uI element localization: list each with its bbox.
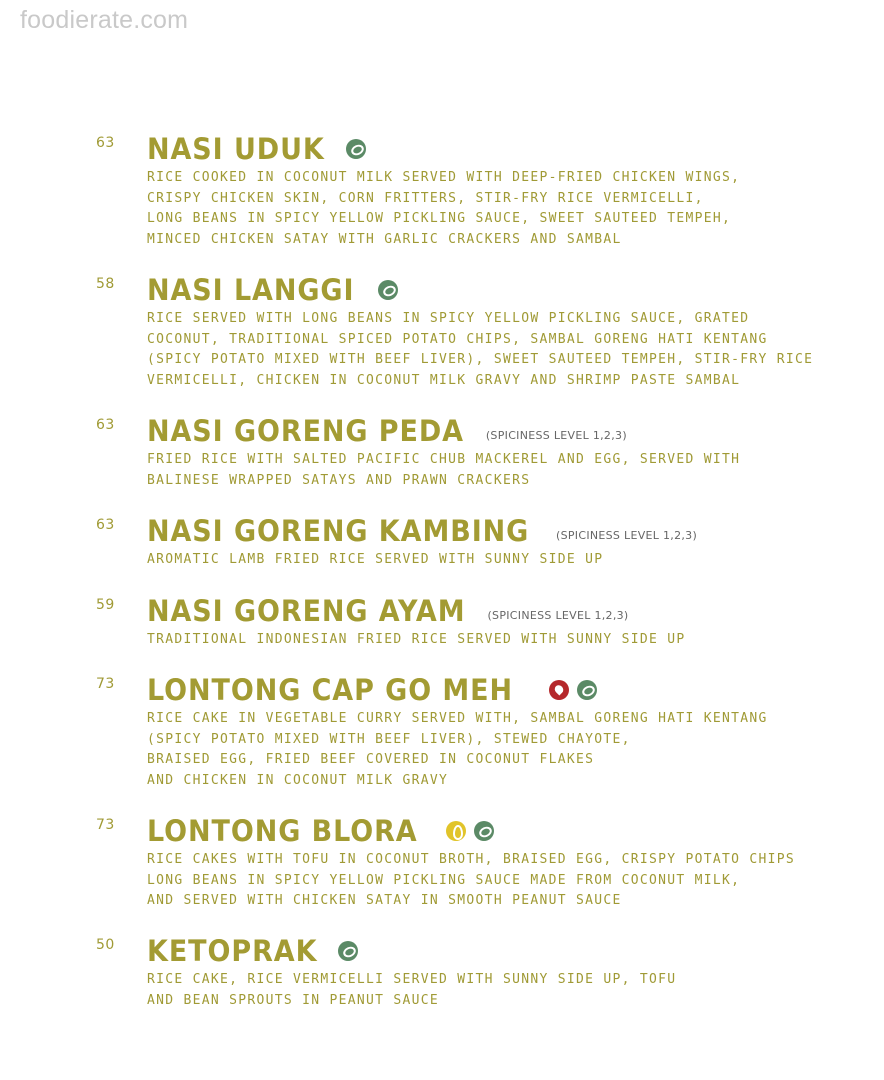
item-name: NASI GORENG PEDA xyxy=(147,414,464,448)
item-description: RICE SERVED WITH LONG BEANS IN SPICY YELLOW PICKLING SAUCE, GRATED COCONUT, TRADITIONAL SPICED POTATO CHIPS, SAMBAL GORENG HATI KENTANG (SPICY POTATO MIXED WITH BEEF LIVER), SWEET SAUTEED TEMPEH, STIR-FRY RICE VERMICELLI, CHICKEN IN COCONUT MILK GRAVY AND SHRIMP PASTE SAMBAL xyxy=(147,311,814,388)
vegetarian-leaf-icon xyxy=(338,941,358,961)
item-description: AROMATIC LAMB FRIED RICE SERVED WITH SUNNY SIDE UP xyxy=(147,552,604,567)
item-price: 59 xyxy=(96,597,115,613)
vegetarian-leaf-icon xyxy=(346,139,366,159)
item-name: NASI UDUK xyxy=(147,132,325,166)
item-description: RICE CAKE IN VEGETABLE CURRY SERVED WITH, SAMBAL GORENG HATI KENTANG (SPICY POTATO MIXED WITH BEEF LIVER), STEWED CHAYOTE, BRAISED EGG, FRIED BEEF COVERED IN COCONUT FLAKES AND CHICKEN IN COCONUT MILK GRAVY xyxy=(147,711,768,788)
item-price: 73 xyxy=(96,817,115,833)
item-description: RICE CAKE, RICE VERMICELLI SERVED WITH SUNNY SIDE UP, TOFU AND BEAN SPROUTS IN PEANUT SAUCE xyxy=(147,972,677,1008)
item-name: KETOPRAK xyxy=(147,934,318,968)
signature-flame-icon xyxy=(446,821,466,841)
item-price: 63 xyxy=(96,517,115,533)
item-description: RICE COOKED IN COCONUT MILK SERVED WITH DEEP-FRIED CHICKEN WINGS, CRISPY CHICKEN SKIN, CORN FRITTERS, STIR-FRY RICE VERMICELLI, LONG BEANS IN SPICY YELLOW PICKLING SAUCE, SWEET SAUTEED TEMPEH, MINCED CHICKEN SATAY WITH GARLIC CRACKERS AND SAMBAL xyxy=(147,170,741,247)
item-name: NASI GORENG KAMBING xyxy=(147,514,530,548)
item-price: 73 xyxy=(96,676,115,692)
item-name: NASI LANGGI xyxy=(147,273,355,307)
item-name: LONTONG BLORA xyxy=(147,814,418,848)
item-name: NASI GORENG AYAM xyxy=(147,594,466,628)
vegetarian-leaf-icon xyxy=(474,821,494,841)
spicy-chili-icon xyxy=(549,680,569,700)
item-price: 58 xyxy=(96,276,115,292)
item-price: 50 xyxy=(96,937,115,953)
vegetarian-leaf-icon xyxy=(378,280,398,300)
spiciness-note: (SPICINESS LEVEL 1,2,3) xyxy=(487,608,629,622)
site-watermark: foodierate.com xyxy=(20,6,189,34)
item-price: 63 xyxy=(96,417,115,433)
item-name: LONTONG CAP GO MEH xyxy=(147,673,513,707)
spiciness-note: (SPICINESS LEVEL 1,2,3) xyxy=(485,428,627,442)
item-description: RICE CAKES WITH TOFU IN COCONUT BROTH, BRAISED EGG, CRISPY POTATO CHIPS LONG BEANS IN SPICY YELLOW PICKLING SAUCE MADE FROM COCONUT MILK, AND SERVED WITH CHICKEN SATAY IN SMOOTH PEANUT SAUCE xyxy=(147,852,795,908)
vegetarian-leaf-icon xyxy=(577,680,597,700)
item-price: 63 xyxy=(96,135,115,151)
item-description: TRADITIONAL INDONESIAN FRIED RICE SERVED WITH SUNNY SIDE UP xyxy=(147,632,686,647)
item-description: FRIED RICE WITH SALTED PACIFIC CHUB MACKEREL AND EGG, SERVED WITH BALINESE WRAPPED SATAYS AND PRAWN CRACKERS xyxy=(147,452,741,488)
spiciness-note: (SPICINESS LEVEL 1,2,3) xyxy=(556,528,698,542)
